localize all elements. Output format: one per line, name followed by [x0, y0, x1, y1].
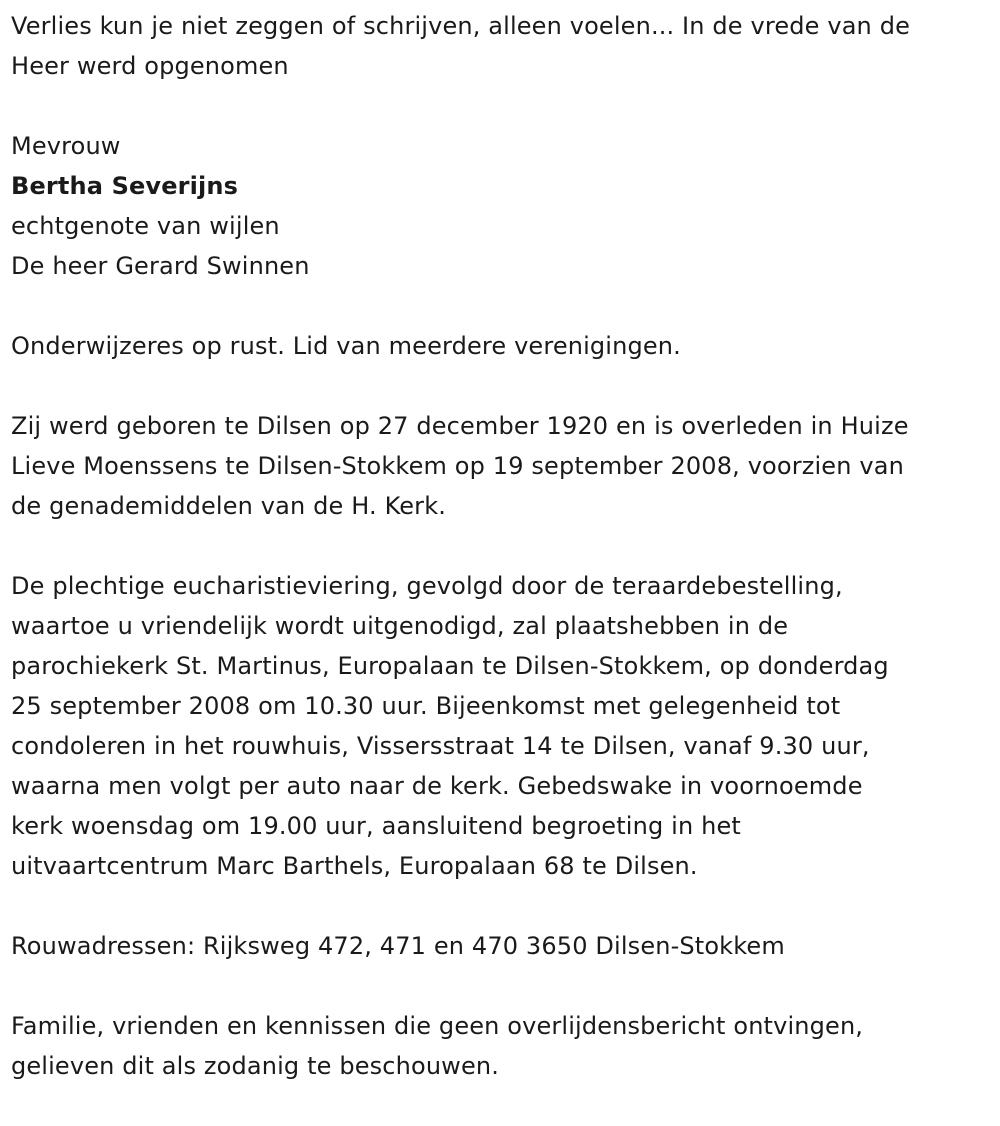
- ceremony-line-8: uitvaartcentrum Marc Barthels, Europalaan 68 te Dilsen.: [11, 852, 698, 880]
- ceremony-line-7: kerk woensdag om 19.00 uur, aansluitend begroeting in het: [11, 812, 741, 840]
- addresses-paragraph: [11, 926, 991, 966]
- obituary-text: [11, 6, 991, 1086]
- spacer: [11, 886, 991, 926]
- intro-line-1: Verlies kun je niet zeggen of schrijven, alleen voelen... In de vrede van de: [11, 12, 910, 40]
- ceremony-paragraph: [11, 566, 991, 886]
- spacer: [11, 286, 991, 326]
- ceremony-line-3: parochiekerk St. Martinus, Europalaan te Dilsen-Stokkem, op donderdag: [11, 652, 889, 680]
- profession-line: Onderwijzeres op rust. Lid van meerdere verenigingen.: [11, 332, 681, 360]
- birth-death-line-2: Lieve Moenssens te Dilsen-Stokkem op 19 september 2008, voorzien van: [11, 452, 904, 480]
- spacer: [11, 366, 991, 406]
- intro-paragraph: [11, 6, 991, 86]
- closing-line-2: gelieven dit als zodanig te beschouwen.: [11, 1052, 500, 1080]
- ceremony-line-1: De plechtige eucharistieviering, gevolgd door de teraardebestelling,: [11, 572, 843, 600]
- ceremony-line-2: waartoe u vriendelijk wordt uitgenodigd, zal plaatshebben in de: [11, 612, 789, 640]
- deceased-name: Bertha Severijns: [11, 172, 239, 200]
- profession-paragraph: [11, 326, 991, 366]
- spacer: [11, 966, 991, 1006]
- spacer: [11, 526, 991, 566]
- deceased-block: [11, 126, 991, 286]
- birth-death-line-1: Zij werd geboren te Dilsen op 27 december 1920 en is overleden in Huize: [11, 412, 909, 440]
- title: Mevrouw: [11, 132, 121, 160]
- spouse-name: De heer Gerard Swinnen: [11, 252, 310, 280]
- closing-line-1: Familie, vrienden en kennissen die geen overlijdensbericht ontvingen,: [11, 1012, 864, 1040]
- ceremony-line-6: waarna men volgt per auto naar de kerk. Gebedswake in voornoemde: [11, 772, 863, 800]
- spouse-label: echtgenote van wijlen: [11, 212, 280, 240]
- ceremony-line-4: 25 september 2008 om 10.30 uur. Bijeenkomst met gelegenheid tot: [11, 692, 841, 720]
- intro-line-2: Heer werd opgenomen: [11, 52, 289, 80]
- spacer: [11, 86, 991, 126]
- ceremony-line-5: condoleren in het rouwhuis, Vissersstraat 14 te Dilsen, vanaf 9.30 uur,: [11, 732, 870, 760]
- birth-death-line-3: de genademiddelen van de H. Kerk.: [11, 492, 447, 520]
- addresses-line: Rouwadressen: Rijksweg 472, 471 en 470 3650 Dilsen-Stokkem: [11, 932, 785, 960]
- closing-paragraph: [11, 1006, 991, 1086]
- birth-death-paragraph: [11, 406, 991, 526]
